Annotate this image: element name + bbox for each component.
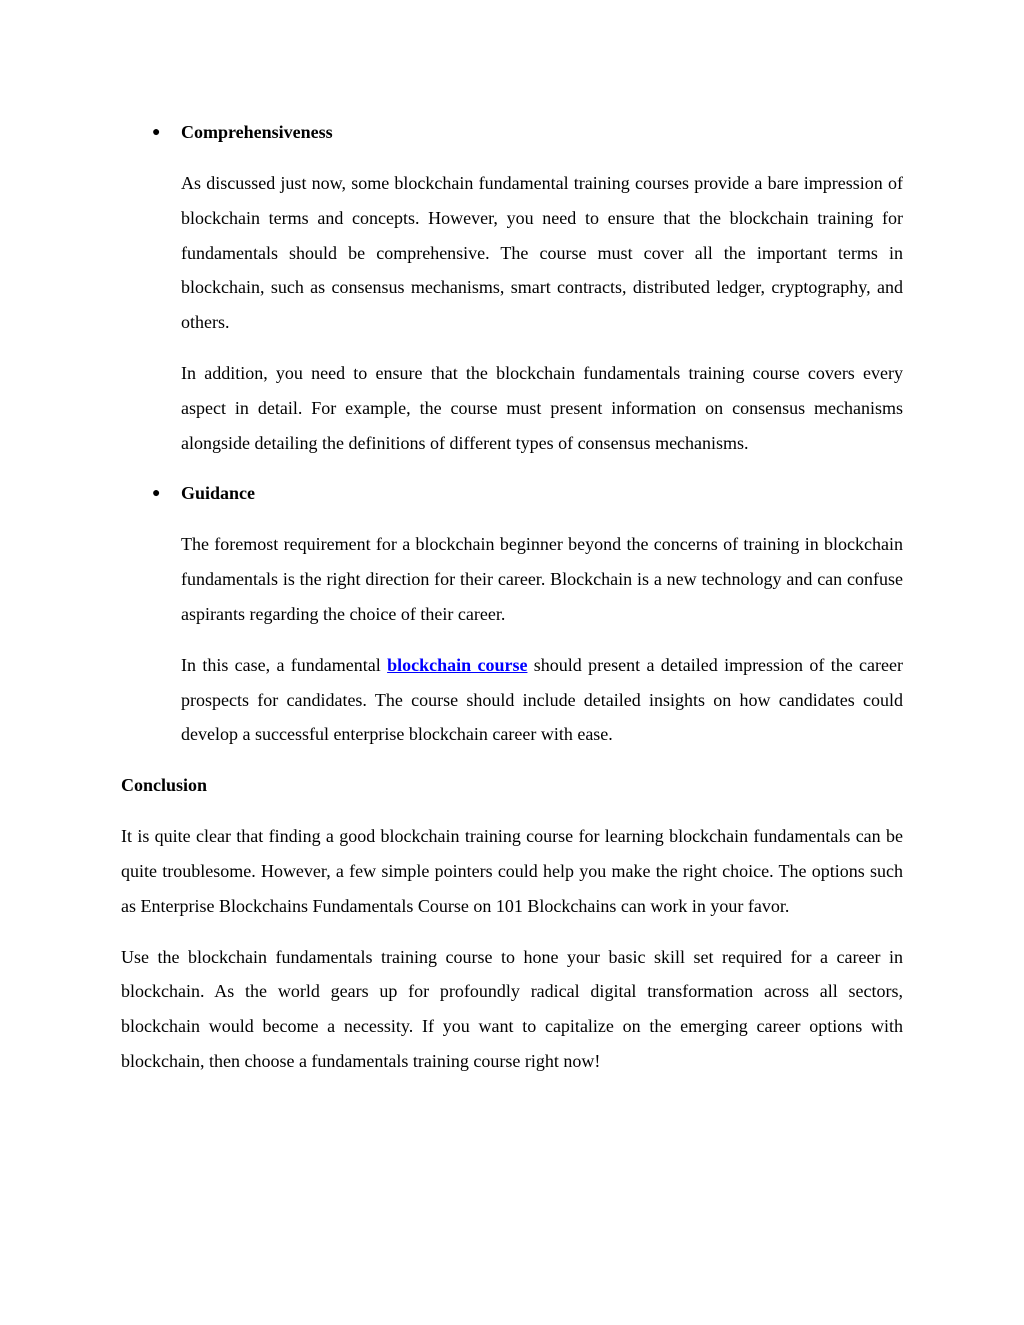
bullet-icon: ●	[152, 125, 161, 140]
paragraph: As discussed just now, some blockchain fundamental training courses provide a bare impression of blockchain terms and concepts. However, you need to ensure that the blockchain training for fundamentals should be comprehensive. The course must cover all the important terms in blockchain, such as consensus mechanisms, smart contracts, distributed ledger, cryptography, and others.	[181, 173, 903, 333]
bullet-icon: ●	[152, 486, 161, 502]
paragraph: It is quite clear that finding a good blockchain training course for learning blockchain fundamentals can be quite troublesome. However, a few simple pointers could help you make the right choice. The options such as Enterprise Blockchains Fundamentals Course on 101 Blockchains can work in your favor.	[121, 826, 903, 916]
document-page	[121, 115, 903, 1095]
section-heading-guidance: Guidance	[181, 483, 256, 504]
section-comprehensiveness	[121, 115, 903, 460]
paragraph: In addition, you need to ensure that the blockchain fundamentals training course covers every aspect in detail. For example, the course must present information on consensus mechanisms alongside detailing the definitions of different types of consensus mechanisms.	[181, 362, 903, 453]
paragraph-text: In this case, a fundamental	[181, 654, 388, 675]
paragraph: The foremost requirement for a blockchain beginner beyond the concerns of training in blockchain fundamentals is the right direction for their career. Blockchain is a new technology and can confuse aspirants regarding the choice of their career.	[181, 534, 903, 624]
paragraph-text: should present a detailed impression of the career prospects for candidates. The course should include detailed insights on how candidates could develop a successful enterprise blockchain career with ease.	[181, 654, 903, 745]
section-guidance	[121, 476, 903, 752]
section-heading-comprehensiveness: Comprehensiveness	[181, 122, 333, 142]
paragraph-with-link	[181, 648, 903, 752]
blockchain-course-link[interactable]: blockchain course	[387, 654, 528, 675]
section-conclusion	[121, 768, 903, 1079]
conclusion-heading: Conclusion	[121, 775, 208, 796]
paragraph: Use the blockchain fundamentals training course to hone your basic skill set required for a career in blockchain. As the world gears up for profoundly radical digital transformation across all sectors, blockchain would become a necessity. If you want to capitalize on the emerging career options with blockchain, then choose a fundamentals training course right now!	[121, 946, 903, 1071]
